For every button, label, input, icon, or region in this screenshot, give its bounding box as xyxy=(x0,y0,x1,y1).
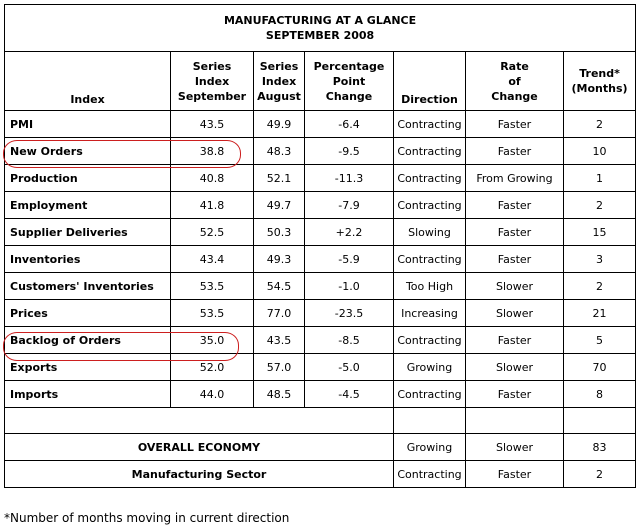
row-index-label: Supplier Deliveries xyxy=(5,219,171,246)
header-series-september: Series Index September xyxy=(171,52,254,111)
row-pct-change: -11.3 xyxy=(305,165,394,192)
row-series-august: 54.5 xyxy=(254,273,305,300)
row-rate-of-change: Slower xyxy=(466,300,564,327)
row-series-september: 53.5 xyxy=(171,300,254,327)
row-pct-change: -8.5 xyxy=(305,327,394,354)
title-line-1: MANUFACTURING AT A GLANCE xyxy=(223,14,417,27)
table-row xyxy=(5,246,636,273)
row-series-august: 49.3 xyxy=(254,246,305,273)
row-direction: Contracting xyxy=(394,327,466,354)
row-direction: Contracting xyxy=(394,246,466,273)
blank-row xyxy=(5,408,636,434)
row-index-label: PMI xyxy=(5,111,171,138)
footnote: *Number of months moving in current direction xyxy=(4,511,290,525)
row-series-august: 50.3 xyxy=(254,219,305,246)
row-trend: 2 xyxy=(564,111,636,138)
row-series-september: 38.8 xyxy=(171,138,254,165)
row-series-august: 48.3 xyxy=(254,138,305,165)
row-index-label: Customers' Inventories xyxy=(5,273,171,300)
title-line-2: SEPTEMBER 2008 xyxy=(265,29,375,42)
row-pct-change: -6.4 xyxy=(305,111,394,138)
summary-label: Manufacturing Sector xyxy=(5,461,394,488)
header-trend: Trend* (Months) xyxy=(564,52,636,111)
row-trend: 70 xyxy=(564,354,636,381)
row-pct-change: -5.9 xyxy=(305,246,394,273)
row-trend: 2 xyxy=(564,273,636,300)
row-series-september: 53.5 xyxy=(171,273,254,300)
header-series-august: Series Index August xyxy=(254,52,305,111)
blank-cell xyxy=(466,408,564,434)
row-direction: Contracting xyxy=(394,165,466,192)
row-pct-change: -9.5 xyxy=(305,138,394,165)
table-row xyxy=(5,111,636,138)
row-series-august: 77.0 xyxy=(254,300,305,327)
summary-trend: 83 xyxy=(564,434,636,461)
row-rate-of-change: Faster xyxy=(466,381,564,408)
row-trend: 1 xyxy=(564,165,636,192)
row-direction: Contracting xyxy=(394,111,466,138)
row-rate-of-change: Faster xyxy=(466,138,564,165)
summary-rate-of-change: Faster xyxy=(466,461,564,488)
row-rate-of-change: Faster xyxy=(466,192,564,219)
row-series-september: 43.5 xyxy=(171,111,254,138)
row-trend: 8 xyxy=(564,381,636,408)
row-rate-of-change: Faster xyxy=(466,219,564,246)
blank-cell xyxy=(394,408,466,434)
row-direction: Increasing xyxy=(394,300,466,327)
blank-cell xyxy=(5,408,394,434)
row-index-label: New Orders xyxy=(5,138,171,165)
row-trend: 21 xyxy=(564,300,636,327)
row-rate-of-change: Faster xyxy=(466,327,564,354)
row-direction: Slowing xyxy=(394,219,466,246)
summary-direction: Growing xyxy=(394,434,466,461)
row-series-august: 48.5 xyxy=(254,381,305,408)
row-series-september: 44.0 xyxy=(171,381,254,408)
row-index-label: Production xyxy=(5,165,171,192)
row-direction: Contracting xyxy=(394,138,466,165)
row-trend: 10 xyxy=(564,138,636,165)
row-rate-of-change: Slower xyxy=(466,354,564,381)
header-index: Index xyxy=(5,52,171,111)
new-orders-highlight xyxy=(3,140,241,168)
row-index-label: Employment xyxy=(5,192,171,219)
row-series-august: 57.0 xyxy=(254,354,305,381)
row-series-august: 43.5 xyxy=(254,327,305,354)
table-row xyxy=(5,300,636,327)
row-index-label: Backlog of Orders xyxy=(5,327,171,354)
summary-direction: Contracting xyxy=(394,461,466,488)
table-row xyxy=(5,192,636,219)
blank-cell xyxy=(564,408,636,434)
row-series-august: 49.9 xyxy=(254,111,305,138)
row-index-label: Imports xyxy=(5,381,171,408)
row-index-label: Exports xyxy=(5,354,171,381)
row-series-september: 41.8 xyxy=(171,192,254,219)
table-title xyxy=(5,5,636,52)
row-direction: Growing xyxy=(394,354,466,381)
row-pct-change: -23.5 xyxy=(305,300,394,327)
table-row xyxy=(5,381,636,408)
manufacturing-table xyxy=(4,4,636,488)
row-series-september: 52.5 xyxy=(171,219,254,246)
row-direction: Too High xyxy=(394,273,466,300)
summary-row xyxy=(5,434,636,461)
row-series-september: 35.0 xyxy=(171,327,254,354)
row-rate-of-change: From Growing xyxy=(466,165,564,192)
summary-row xyxy=(5,461,636,488)
summary-trend: 2 xyxy=(564,461,636,488)
row-rate-of-change: Faster xyxy=(466,111,564,138)
row-pct-change: -4.5 xyxy=(305,381,394,408)
row-trend: 15 xyxy=(564,219,636,246)
table-row xyxy=(5,219,636,246)
row-pct-change: -7.9 xyxy=(305,192,394,219)
header-pct-change: Percentage Point Change xyxy=(305,52,394,111)
row-direction: Contracting xyxy=(394,381,466,408)
table-row xyxy=(5,165,636,192)
row-index-label: Inventories xyxy=(5,246,171,273)
summary-rate-of-change: Slower xyxy=(466,434,564,461)
row-pct-change: -5.0 xyxy=(305,354,394,381)
table-row xyxy=(5,273,636,300)
backlog-highlight xyxy=(3,332,239,361)
row-trend: 2 xyxy=(564,192,636,219)
row-series-september: 52.0 xyxy=(171,354,254,381)
row-pct-change: -1.0 xyxy=(305,273,394,300)
row-index-label: Prices xyxy=(5,300,171,327)
summary-label: OVERALL ECONOMY xyxy=(5,434,394,461)
row-series-august: 52.1 xyxy=(254,165,305,192)
row-series-august: 49.7 xyxy=(254,192,305,219)
row-rate-of-change: Slower xyxy=(466,273,564,300)
row-pct-change: +2.2 xyxy=(305,219,394,246)
row-trend: 5 xyxy=(564,327,636,354)
row-series-september: 40.8 xyxy=(171,165,254,192)
row-trend: 3 xyxy=(564,246,636,273)
header-rate-of-change: Rate of Change xyxy=(466,52,564,111)
row-rate-of-change: Faster xyxy=(466,246,564,273)
header-row xyxy=(5,52,636,111)
row-direction: Contracting xyxy=(394,192,466,219)
row-series-september: 43.4 xyxy=(171,246,254,273)
header-direction: Direction xyxy=(394,52,466,111)
